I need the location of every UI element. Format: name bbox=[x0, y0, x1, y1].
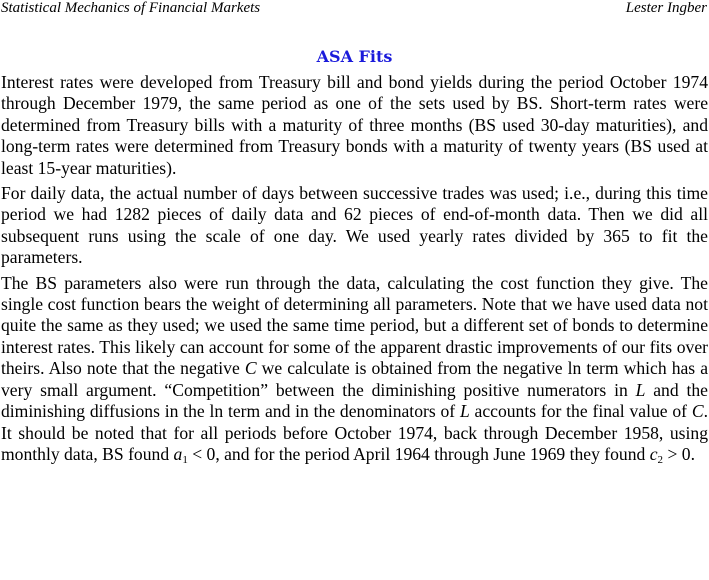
text-run: we calculate is obtained from the negative ln term which has a very small argument. “Competition” between the diminishing positive numerators in bbox=[1, 358, 709, 400]
symbol-c-lower: c bbox=[649, 443, 658, 464]
text-run: > 0. bbox=[663, 443, 695, 464]
text-run: and the diminishing diffusions in the ln term and in the denominators of bbox=[1, 379, 708, 422]
subscript-c: 2 bbox=[657, 453, 664, 466]
header-author: Lester Ingber bbox=[625, 0, 707, 16]
body-text bbox=[1, 72, 708, 475]
symbol-c: C bbox=[244, 358, 257, 379]
section-title: ASA Fits bbox=[316, 47, 393, 66]
text-run: < 0, and for the period April 1964 through June 1969 they found bbox=[187, 443, 650, 464]
symbol-l: L bbox=[459, 401, 470, 422]
running-header bbox=[0, 0, 709, 18]
paragraph-daily-data: For daily data, the actual number of days between successive trades was used; i.e., during this time period we had 1282 pieces of daily data and 62 pieces of end-of-month data. Then we did all subsequent runs using the scale of one day. We used yearly rates divided by 365 to fit the parameters. bbox=[1, 183, 708, 268]
text-run: accounts for the final value of bbox=[469, 401, 692, 422]
text-run: The BS parameters also were run through the data, calculating the cost function they give. The single cost function bears the weight of determining all parameters. Note that we have used data not quite the same as they used; we used the same time period, but a different set of bonds to determine interest rates. This likely can account for some of the apparent drastic improvements of our fits over theirs. Also note that the negative bbox=[1, 272, 708, 379]
text-run: . It should be noted that for all periods before October 1974, back through December 1958, using monthly data, BS found bbox=[1, 401, 708, 464]
paragraph-bs-parameters bbox=[1, 273, 708, 472]
symbol-c: C bbox=[691, 401, 704, 422]
header-paper-title: Statistical Mechanics of Financial Markets bbox=[1, 0, 261, 16]
symbol-a: a bbox=[173, 443, 183, 464]
paragraph-treasury-rates: Interest rates were developed from Treasury bill and bond yields during the period October 1974 through December 1979, the same period as one of the sets used by BS. Short-term rates were determined from Treasury bills with a maturity of three months (BS used 30-day maturities), and long-term rates were determined from Treasury bonds with a maturity of twenty years (BS used at least 15-year maturities). bbox=[1, 72, 708, 178]
subscript-a: 1 bbox=[182, 453, 188, 466]
symbol-l: L bbox=[635, 379, 646, 400]
